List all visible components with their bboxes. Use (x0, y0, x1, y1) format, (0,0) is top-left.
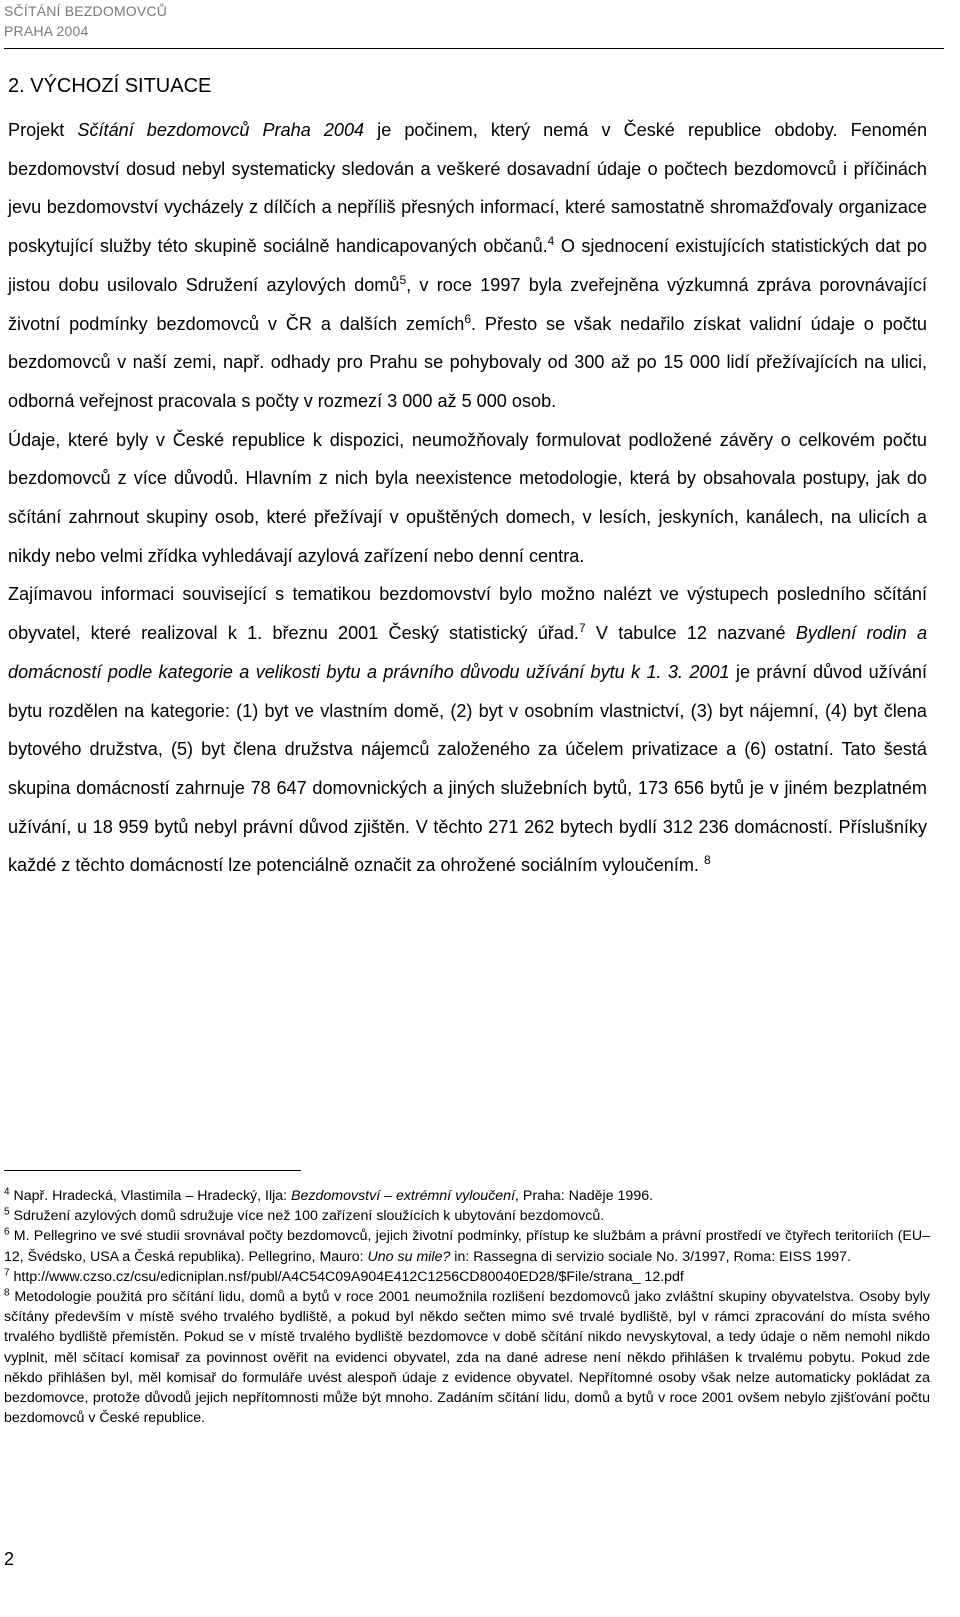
table-title: Bydlení rodin a domácností podle kategorie a velikosti bytu a právního důvodu užívání bytu k 1. 3. 2001 (8, 623, 928, 682)
text-run: V tabulce 12 nazvané (585, 623, 796, 644)
project-title: Sčítání bezdomovců Praha 2004 (77, 120, 365, 140)
footnote-number: 8 (4, 1287, 10, 1299)
paragraph-3 (8, 575, 927, 885)
book-title: Bezdomovství – extrémní vyloučení (291, 1188, 516, 1204)
footnote-ref-5: 5 (399, 272, 407, 287)
footnote-ref-4: 4 (547, 234, 555, 249)
text-run: je počinem, který nemá v České republice obdoby. Fenomén bezdomovství dosud nebyl systematicky sledován a veškeré dosavadní údaje o počtech bezdomovců i příčinách jevu bezdomovství vycházely z dílčích a nepříliš přesných informací, které samostatně shromažďovaly organizace poskytující služby této skupině sociálně handicapovaných občanů. (8, 120, 928, 257)
footnote-7 (4, 1267, 930, 1287)
body-text (8, 111, 927, 885)
text-run: , v roce 1997 byla zveřejněna výzkumná zpráva porovnávající životní podmínky bezdomovců v ČR a dalších zemích (8, 274, 927, 334)
footnote-4 (4, 1186, 930, 1206)
text-run: . Přesto se však nedařilo získat validní údaje o počtu bezdomovců v naší zemi, např. odhady pro Prahu se pohybovaly od 300 až po 15 000 lidí přežívajících na ulici, odborná veřejnost pracovala s počty v rozmezí 3 000 až 5 000 osob. (8, 313, 927, 411)
paragraph-1 (8, 111, 927, 421)
footnote-url: http://www.czso.cz/csu/edicniplan.nsf/publ/A4C54C09A904E412C1256CD80040ED28/$File/strana_ 12.pdf (9, 1268, 684, 1285)
paragraph-2: Údaje, které byly v České republice k dispozici, neumožňovaly formulovat podložené závěry o celkovém počtu bezdomovců z více důvodů. Hlavním z nich byla neexistence metodologie, která by obsahovala postupy, jak do sčítání zahrnout skupiny osob, které přežívají v opuštěných domech, v lesích, jeskyních, kanálech, na ulicích a nikdy nebo velmi zřídka vyhledávají azylová zařízení nebo denní centra. (8, 429, 927, 566)
footnote-8 (4, 1287, 930, 1428)
footnote-5 (4, 1206, 930, 1226)
footnote-number: 4 (4, 1186, 10, 1198)
running-header-subtitle: PRAHA 2004 (4, 23, 89, 39)
footnote-ref-7: 7 (578, 621, 586, 636)
text-run: Metodologie použitá pro sčítání lidu, domů a bytů v roce 2001 neumožnila rozlišení bezdomovců jako zvláštní skupiny obyvatelstva. Osoby byly sčítány především v místě svého trvalého bydliště, a pokud byl někdo sečten mimo své trvalé bydliště, byl v rámci zpracování do místa svého trvalého bydliště přemístěn. Pokud se v místě trvalého bydliště bezdomovce v době sčítání nikdo nevyskytoval, a tedy údaje o něm nemohl nikdo vyplnit, měl sčítací komisař za povinnost ověřit na evidenci obyvatel, zda na dané adrese není někdo přihlášen k trvalému pobytu. Pokud zde někdo přihlášen byl, měl komisař do formuláře uvést alespoň údaje z evidence obyvatel. Nepřítomné osoby však nelze automaticky pokládat za bezdomovce, protože důvodů jejich nepřítomnosti může být mnoho. Zadáním sčítání lidu, domů a bytů v roce 2001 ovšem nebylo zjišťování počtu bezdomovců v České republice. (4, 1289, 930, 1427)
footnote-number: 5 (4, 1206, 10, 1218)
header-divider (4, 48, 944, 49)
text-run: je právní důvod užívání bytu rozdělen na kategorie: (1) byt ve vlastním domě, (2) byt v osobním vlastnictví, (3) byt nájemní, (4) byt člena bytového družstva, (5) byt člena družstva nájemců založeného za účelem privatizace a (6) ostatní. Tato šestá skupina domácností zahrnuje 78 647 domovnických a jiných služebních bytů, 173 656 bytů je v jiném bezplatném užívání, u 18 959 bytů nebyl právní důvod zjištěn. V těchto 271 262 bytech bydlí 312 236 domácností. Příslušníky každé z těchto domácností lze potenciálně označit za ohrožené sociálním vyloučením. (8, 661, 927, 876)
running-header-title: SČÍTÁNÍ BEZDOMOVCŮ (4, 3, 168, 19)
text-run: M. Pellegrino ve své studii srovnával počty bezdomovců, jejich životní podmínky, přístup ke službám a právní prostředí ve čtyřech teritoriích (EU–12, Švédsko, USA a Česká republika). Pellegrino, Mauro: (4, 1228, 930, 1265)
footnote-number: 7 (4, 1267, 10, 1279)
page-number: 2 (4, 1549, 15, 1569)
study-title: Uno su mile? (367, 1248, 451, 1265)
text-run: in: Rassegna di servizio sociale No. 3/1997, Roma: EISS 1997. (450, 1248, 851, 1265)
footnote-6 (4, 1226, 930, 1266)
footnote-number: 6 (4, 1226, 10, 1238)
footnote-separator (4, 1170, 301, 1171)
text-run: Např. Hradecká, Vlastimila – Hradecký, Ilja: (9, 1188, 292, 1204)
text-run: , Praha: Naděje 1996. (515, 1188, 654, 1204)
section-heading: 2. VÝCHOZÍ SITUACE (8, 75, 212, 97)
text-run: O sjednocení existujících statistických dat po jistou dobu usilovalo Sdružení azylových domů (8, 236, 927, 295)
footnote-ref-8: 8 (704, 853, 711, 868)
footnotes (4, 1186, 930, 1428)
text-run: Sdružení azylových domů sdružuje více než 100 zařízení sloužících k ubytování bezdomovců. (9, 1208, 605, 1225)
text-run: Projekt (8, 120, 78, 140)
text-run: Zajímavou informaci související s tematikou bezdomovství bylo možno nalézt ve výstupech posledního sčítání obyvatel, které realizoval k 1. březnu 2001 Český statistický úřad. (8, 584, 927, 644)
footnote-ref-6: 6 (464, 311, 471, 326)
